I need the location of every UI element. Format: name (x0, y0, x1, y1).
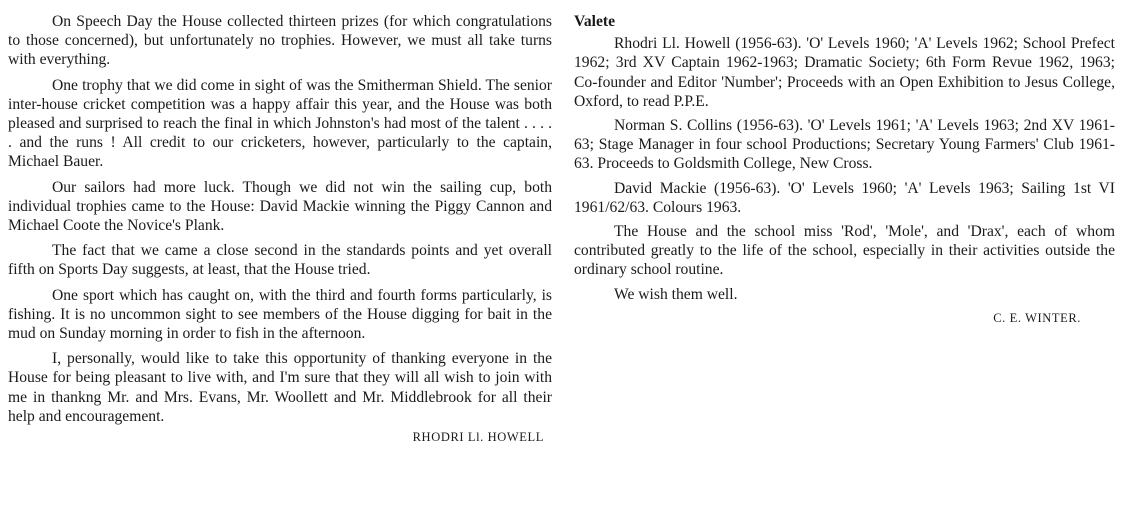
sports-day-paragraph: The fact that we came a close second in the standards points and yet overall fifth on Sports Day suggests, at least, that the House tried. (8, 242, 552, 279)
thanks-paragraph: I, personally, would like to take this opportunity of thanking everyone in the House for being pleasant to live with, and I'm sure that they will all wish to join with me in thankng Mr. and Mrs. Evans, Mr. Woollett and Mr. Middlebrook for all their help and encouragement. (8, 350, 552, 425)
valete-entry-howell: Rhodri Ll. Howell (1956-63). 'O' Levels 1960; 'A' Levels 1962; School Prefect 1962; 3rd XV Captain 1962-1963; Dramatic Society; 6th Form Revue 1962, 1963; Co-founder and Editor 'Number'; Proceeds with an Open Exhibition to Jesus College, Oxford, to read P.P.E. (574, 35, 1115, 110)
valete-entry-mackie: David Mackie (1956-63). 'O' Levels 1960; 'A' Levels 1963; Sailing 1st VI 1961/62/63. Colours 1963. (574, 179, 1115, 216)
fishing-paragraph: One sport which has caught on, with the third and fourth forms particularly, is fishing. It is no uncommon sight to see members of the House digging for bait in the mud on Sunday morning in order to fish in the afternoon. (8, 286, 552, 343)
cricket-paragraph: One trophy that we did come in sight of was the Smitherman Shield. The senior inter-house cricket competition was a happy affair this year, and the House was both pleased and surprised to reach the final in which Johnston's had most of the talent . . . . . and the runs ! All credit to our cricketers, however, particularly to the captain, Michael Bauer. (8, 76, 552, 171)
house-report-signature: RHODRI Ll. HOWELL (412, 430, 544, 445)
speech-day-paragraph: On Speech Day the House collected thirteen prizes (for which congratulations to those concerned), but unfortunately no trophies. However, we must all take turns with everything. (8, 13, 552, 69)
valete-farewell-paragraph: The House and the school miss 'Rod', 'Mole', and 'Drax', each of whom contributed greatly to the life of the school, especially in their activities outside the ordinary school routine. (574, 223, 1115, 279)
sailing-paragraph: Our sailors had more luck. Though we did not win the sailing cup, both individual trophies came to the House: David Mackie winning the Piggy Cannon and Michael Coote the Novice's Plank. (8, 178, 552, 235)
valete-signature: C. E. WINTER. (993, 310, 1081, 325)
valete-column (574, 12, 1115, 328)
valete-closing-line: We wish them well. (614, 285, 738, 303)
valete-entry-collins: Norman S. Collins (1956-63). 'O' Levels 1961; 'A' Levels 1963; 2nd XV 1961-63; Stage Manager in four school Productions; Secretary Young Farmers' Club 1961-63. Proceeds to Goldsmith College, New Cross. (574, 117, 1115, 173)
house-report-column (8, 12, 552, 447)
valete-heading: Valete (574, 13, 615, 30)
